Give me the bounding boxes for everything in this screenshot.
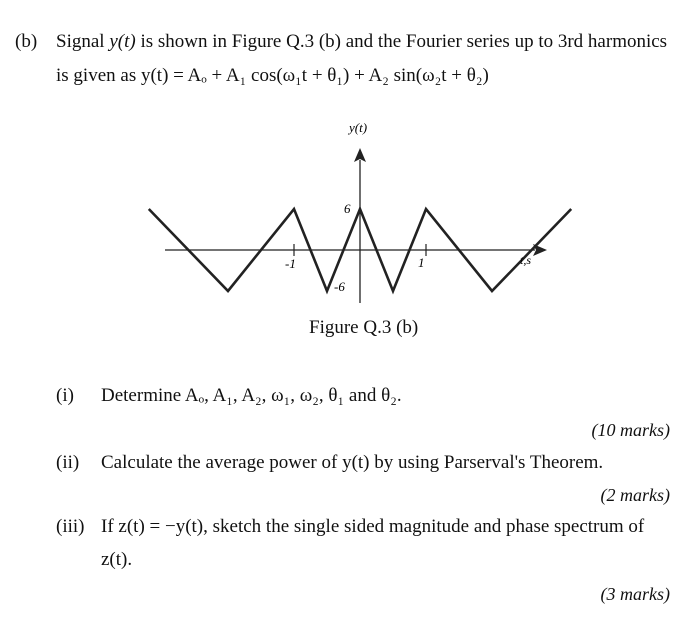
subq-iii-text-line-1: If z(t) = −y(t), sketch the single sided magnitude and phase spectrum of xyxy=(101,516,645,537)
subq-iii-marks: (3 marks) xyxy=(600,584,670,604)
figure-caption: Figure Q.3 (b) xyxy=(309,317,419,338)
tick-pos-label: 1 xyxy=(418,255,425,270)
subq-i-text: Determine Aₒ, A₁, A₂, ω₁, ω₂, θ₁ and θ₂. xyxy=(101,385,402,406)
intro-text-b: is shown in Figure Q.3 (b) and the Fourier series up to 3rd harmonics xyxy=(135,31,668,52)
y-axis-arrow-icon xyxy=(354,148,366,162)
y-axis-label: y(t) xyxy=(349,120,368,135)
part-label: (b) xyxy=(15,31,38,52)
x-axis-label: t,s xyxy=(520,253,532,267)
fourier-series-equation: is given as y(t) = Aₒ + A₁ cos(ω₁t + θ₁) + A₂ sin(ω₂t + θ₂) xyxy=(56,65,489,86)
peak-label: 6 xyxy=(344,201,351,216)
intro-text-a: Signal xyxy=(56,31,110,52)
subq-ii-text: Calculate the average power of y(t) by using Parserval's Theorem. xyxy=(101,452,604,473)
subq-i-marks: (10 marks) xyxy=(591,420,670,440)
intro-variable: y(t) xyxy=(109,31,136,52)
subq-ii-label: (ii) xyxy=(56,452,80,473)
tick-neg-label: -1 xyxy=(285,256,296,271)
subq-iii-text-line-2: z(t). xyxy=(101,549,133,570)
subq-i-label: (i) xyxy=(56,385,74,406)
subq-ii-marks: (2 marks) xyxy=(600,485,670,505)
subq-iii-label: (iii) xyxy=(56,516,85,537)
trough-label: -6 xyxy=(334,279,345,294)
